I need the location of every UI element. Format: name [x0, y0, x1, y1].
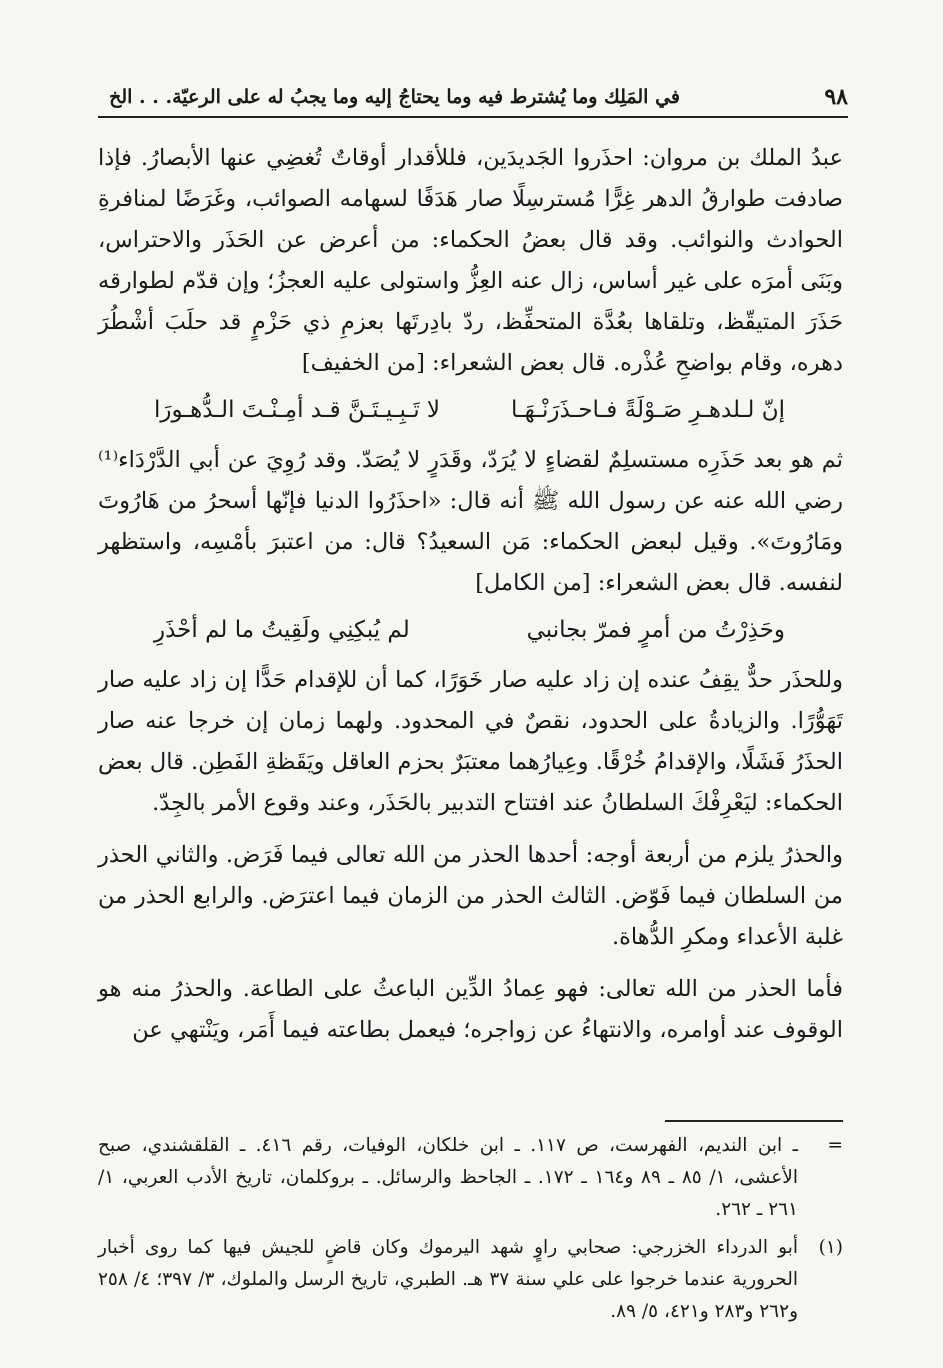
page-number: ٩٨ [824, 84, 848, 110]
paragraph-4: والحذرُ يلزم من أربعة أوجه: أحدها الحذر من الله تعالى فيما فَرَض. والثاني الحذر من السلطان فيما فَوّض. الثالث الحذر من الزمان فيما اعترَض. والرابع الحذر من غلبة الأعداء ومكرِ الدُّهاة. [98, 842, 843, 950]
verse-2-first-hemistich: وحَذِرْتُ من أمرٍ فمرّ بجانبي [526, 617, 785, 643]
running-title: في المَلِك وما يُشترط فيه وما يحتاجُ إليه وما يجبُ له على الرعيّة. . . الخ [109, 86, 680, 108]
verse-2 [98, 610, 843, 651]
verse-1 [98, 390, 843, 431]
footnote-continued [98, 1130, 843, 1226]
footnotes [98, 1130, 843, 1334]
footnote-mark: (١) [818, 1237, 843, 1258]
footnote-mark: = [827, 1135, 843, 1156]
paragraph-3: وللحذَر حدٌّ يقِفُ عنده إن زاد عليه صار خَوَرًا، كما أن للإقدام حَدًّا إن زاد عليه صار تَهَوُّرًا. والزيادةُ على الحدود، نقصٌ في المحدود. ولهما زمان إن خرجا عنه صار الحذَرُ فَشَلًا، والإقدامُ خُرْقًا. وعِيارُهما معتبَرٌ بحزم العاقل ويَقَظةِ الفَطِن. قال بعض الحكماء: ليَعْرِفْكَ السلطانُ عند افتتاح التدبير بالحَذَر، وعند وقوع الأمر بالجِدّ. [98, 667, 843, 816]
paragraph-2: ثم هو بعد حَذَرِه مستسلِمٌ لقضاءٍ لا يُرَدّ، وقَدَرٍ لا يُصَدّ. وقد رُوِيَ عن أبي الدَّرْدَاء⁽¹⁾ رضي الله عنه عن رسول الله ﷺ أنه قال: «احذَرُوا الدنيا فإنّها أسحرُ من هَارُوتَ ومَارُوتَ». وقيل لبعض الحكماء: مَن السعيدُ؟ قال: من اعتبرَ بأمْسِه، واستظهر لنفسه. قال بعض الشعراء: [من الكامل] [98, 447, 843, 596]
paragraph-5: فأما الحذر من الله تعالى: فهو عِمادُ الدِّين الباعثُ على الطاعة. والحذرُ منه هو الوقوف عند أوامره، والانتهاءُ عن زواجره؛ فيعمل بطاعته فيما أَمَر، ويَنْتهي عن [98, 976, 843, 1043]
paragraph-1: عبدُ الملك بن مروان: احذَروا الجَديدَين، فللأقدار أوقاتٌ تُغضِي عنها الأبصارُ. فإذا صادفت طوارقُ الدهر غِرًّا مُسترسِلًا صار هَدَفًا لسهامه الصوائب، وغَرَضًا لمنافرةِ الحوادث والنوائب. وقد قال بعضُ الحكماء: من أعرض عن الحَذَر والاحتراس، وبَنَى أمرَه على غير أساس، زال عنه العِزُّ واستولى عليه العجزُ؛ وإن قدّم لطوارقه حَذَرَ المتيقّظ، وتلقاها بعُدَّة المتحفِّظ، ردّ بادِرتَها بعزمِ ذي حَزْمٍ قد حلَبَ أشْطُرَ دهره، وقام بواضحِ عُذْره. قال بعض الشعراء: [من الخفيف] [98, 145, 843, 376]
main-text [98, 138, 843, 1051]
verse-1-second-hemistich: لا تَـبِـيـتَـنَّ قـد أمِـنْـتَ الـدُّهـورَا [154, 397, 441, 423]
footnote-text: أبو الدرداء الخزرجي: صحابي راوٍ شهد اليرموك وكان قاضٍ للجيش فيها كما روى أخبار الحرورية عندما خرجوا على علي سنة ٣٧ هـ. الطبري، تاريخ الرسل والملوك، ٣/ ٣٩٧؛ ٤/ ٢٥٨ و٢٦٢ و٢٨٣ و٤٢١، ٥/ ٨٩. [98, 1237, 798, 1322]
verse-1-first-hemistich: إنّ لـلدهـرِ صَـوْلَةً فـاحـذَرَنْـهَـا [510, 397, 785, 423]
page-header [98, 82, 848, 118]
footnote-separator [665, 1120, 843, 1122]
footnote-1 [98, 1232, 843, 1328]
verse-2-second-hemistich: لم يُبكِنِي ولَقِيتُ ما لم أحْذَرِ [154, 617, 410, 643]
footnote-text: ـ ابن النديم، الفهرست، ص ١١٧. ـ ابن خلكان، الوفيات، رقم ٤١٦. ـ القلقشندي، صبح الأعشى، ١/ ٨٥ ـ ٨٩ و١٦٤ ـ ١٧٢. ـ الجاحظ والرسائل. ـ بروكلمان، تاريخ الأدب العربي، ١/ ٢٦١ ـ ٢٦٢. [98, 1135, 798, 1220]
